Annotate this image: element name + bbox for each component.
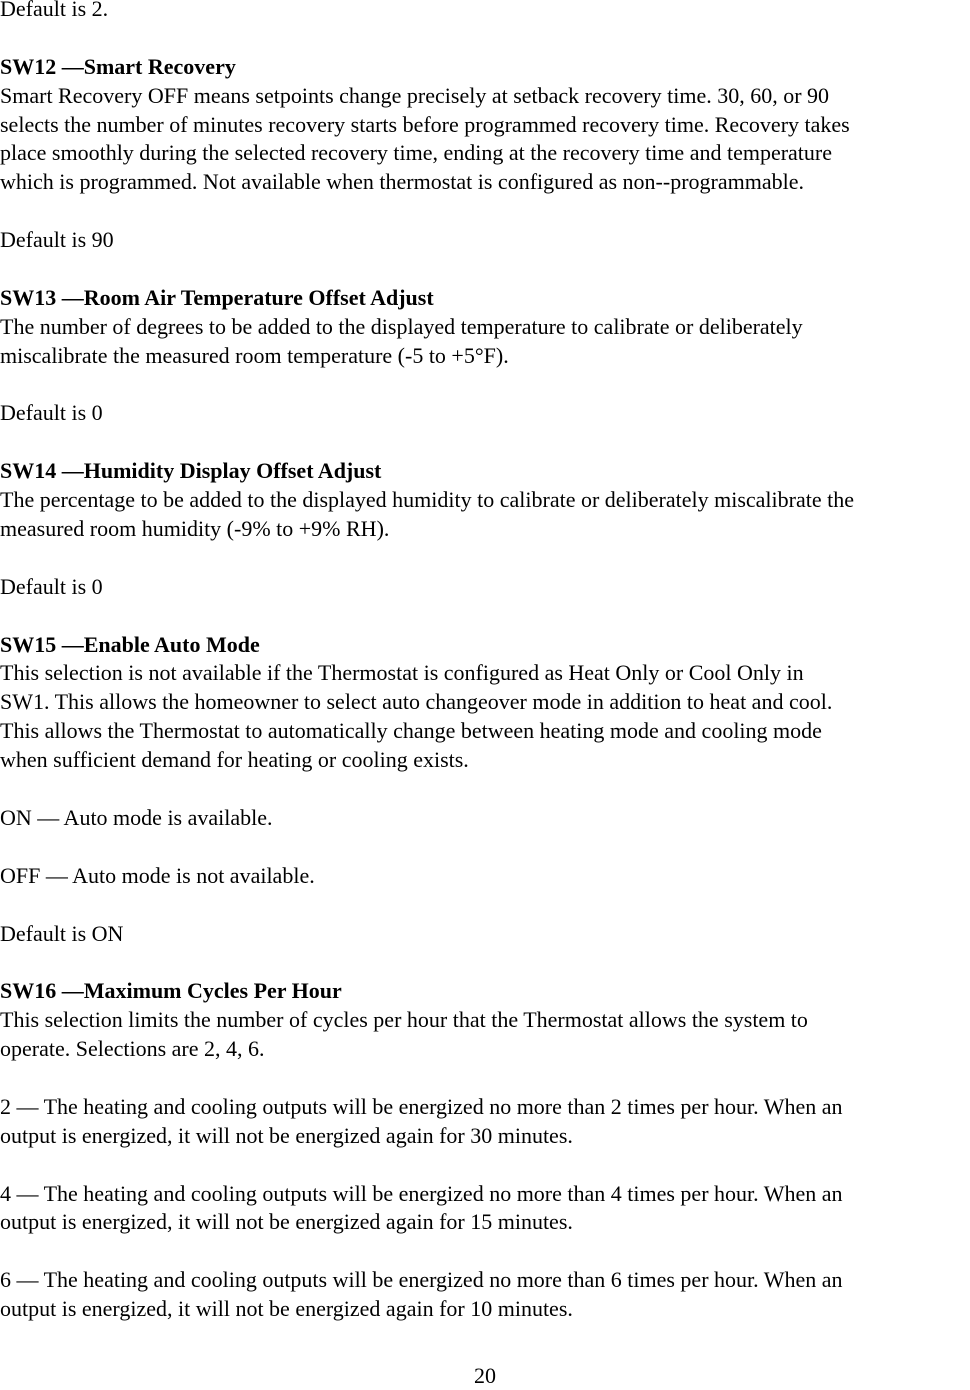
sw16-body-line: operate. Selections are 2, 4, 6. — [0, 1036, 265, 1062]
sw12-body-line: place smoothly during the selected recovery time, ending at the recovery time and temperature — [0, 140, 833, 166]
sw15-body-line: when sufficient demand for heating or cooling exists. — [0, 747, 469, 773]
sw16-body-line: This selection limits the number of cycles per hour that the Thermostat allows the system to — [0, 1007, 808, 1033]
spacer — [0, 775, 970, 804]
sw16-option-2-line: 2 — The heating and cooling outputs will be energized no more than 2 times per hour. When an — [0, 1093, 843, 1119]
spacer — [0, 602, 970, 631]
sw15-heading: SW15 —Enable Auto Mode — [0, 631, 260, 657]
spacer — [0, 1237, 970, 1266]
sw14-body-line: The percentage to be added to the displayed humidity to calibrate or deliberately miscalibrate the — [0, 487, 855, 513]
sw12-default-text: Default is 90 — [0, 227, 114, 253]
sw12-body-line: which is programmed. Not available when thermostat is configured as non--programmable. — [0, 169, 804, 195]
sw11-default-text: Default is 2. — [0, 0, 109, 21]
sw14-default-text: Default is 0 — [0, 573, 103, 599]
sw15-option-on: ON — Auto mode is available. — [0, 804, 273, 830]
sw15-default-text: Default is ON — [0, 920, 124, 946]
sw14-heading: SW14 —Humidity Display Offset Adjust — [0, 458, 382, 484]
spacer — [0, 371, 970, 400]
sw16-option-4-line: output is energized, it will not be energized again for 15 minutes. — [0, 1209, 573, 1235]
sw16-option-2-line: output is energized, it will not be energized again for 30 minutes. — [0, 1122, 573, 1148]
sw13-section — [0, 284, 970, 457]
sw15-body-line: This allows the Thermostat to automatically change between heating mode and cooling mode — [0, 718, 822, 744]
sw15-section — [0, 631, 970, 978]
sw13-body-line: miscalibrate the measured room temperature (-5 to +5°F). — [0, 342, 509, 368]
sw16-option-4-line: 4 — The heating and cooling outputs will be energized no more than 4 times per hour. When an — [0, 1180, 843, 1206]
sw15-option-off: OFF — Auto mode is not available. — [0, 862, 315, 888]
sw12-section — [0, 53, 970, 284]
spacer — [0, 428, 970, 457]
sw12-body-line: selects the number of minutes recovery starts before programmed recovery time. Recovery takes — [0, 111, 850, 137]
spacer — [0, 833, 970, 862]
spacer — [0, 1151, 970, 1180]
sw16-section — [0, 977, 970, 1324]
sw16-option-6-line: output is energized, it will not be energized again for 10 minutes. — [0, 1296, 573, 1322]
sw15-body-line: This selection is not available if the Thermostat is configured as Heat Only or Cool Only in — [0, 660, 804, 686]
spacer — [0, 255, 970, 284]
spacer — [0, 948, 970, 977]
sw12-heading: SW12 —Smart Recovery — [0, 53, 236, 79]
sw15-body-line: SW1. This allows the homeowner to select auto changeover mode in addition to heat and cool. — [0, 689, 833, 715]
sw13-body-line: The number of degrees to be added to the displayed temperature to calibrate or deliberately — [0, 313, 803, 339]
sw14-section — [0, 457, 970, 630]
spacer — [0, 24, 970, 53]
sw16-heading: SW16 —Maximum Cycles Per Hour — [0, 978, 342, 1004]
spacer — [0, 891, 970, 920]
spacer — [0, 197, 970, 226]
spacer — [0, 544, 970, 573]
sw12-body-line: Smart Recovery OFF means setpoints change precisely at setback recovery time. 30, 60, or 90 — [0, 82, 830, 108]
sw13-heading: SW13 —Room Air Temperature Offset Adjust — [0, 284, 434, 310]
sw14-body-line: measured room humidity (-9% to +9% RH). — [0, 516, 390, 542]
sw13-default-text: Default is 0 — [0, 400, 103, 426]
sw16-option-6-line: 6 — The heating and cooling outputs will be energized no more than 6 times per hour. When an — [0, 1267, 843, 1293]
spacer — [0, 1064, 970, 1093]
page-number: 20 — [474, 1363, 496, 1388]
